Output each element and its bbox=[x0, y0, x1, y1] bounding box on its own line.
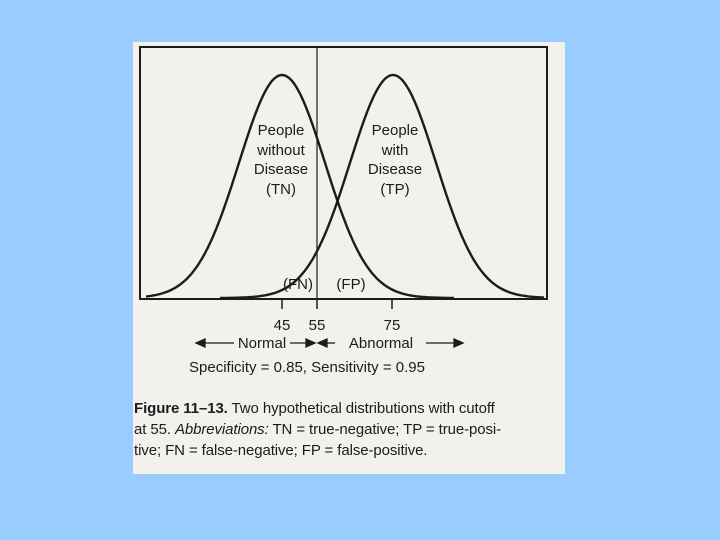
caption-abbreviations-label: Abbreviations: bbox=[175, 421, 269, 438]
fn-label: (FN) bbox=[283, 276, 313, 293]
right-label-line-4: (TP) bbox=[380, 181, 410, 198]
stats-text: Specificity = 0.85, Sensitivity = 0.95 bbox=[189, 359, 425, 376]
caption-line-1 bbox=[134, 398, 560, 419]
normal-label: Normal bbox=[237, 335, 287, 352]
caption-line-3: tive; FN = false-negative; FP = false-positive. bbox=[134, 442, 428, 459]
right-label-line-3: Disease bbox=[367, 161, 423, 178]
caption-line-2 bbox=[134, 419, 560, 440]
right-label-line-2: with bbox=[381, 142, 409, 159]
abnormal-arrow-right-head bbox=[454, 339, 463, 347]
caption-figure-label: Figure 11–13. bbox=[134, 400, 228, 417]
tick-label-55: 55 bbox=[308, 317, 326, 334]
abnormal-arrow-left-head bbox=[318, 339, 327, 347]
abnormal-label: Abnormal bbox=[348, 335, 414, 352]
left-label-line-3: Disease bbox=[253, 161, 309, 178]
figure-caption bbox=[134, 398, 560, 461]
caption-line-1-text: Two hypothetical distributions with cutoff bbox=[227, 400, 495, 417]
caption-line-2-start: at 55. bbox=[134, 421, 175, 438]
normal-arrow-left-head bbox=[196, 339, 205, 347]
tick-label-45: 45 bbox=[273, 317, 291, 334]
normal-arrow-right-head bbox=[306, 339, 315, 347]
fp-label: (FP) bbox=[336, 276, 366, 293]
caption-line-2-text: TN = true-negative; TP = true-posi- bbox=[268, 421, 502, 438]
left-label-line-1: People bbox=[257, 122, 305, 139]
tick-label-75: 75 bbox=[383, 317, 401, 334]
right-label-line-1: People bbox=[371, 122, 419, 139]
left-label-line-2: without bbox=[257, 142, 305, 159]
left-label-line-4: (TN) bbox=[266, 181, 296, 198]
